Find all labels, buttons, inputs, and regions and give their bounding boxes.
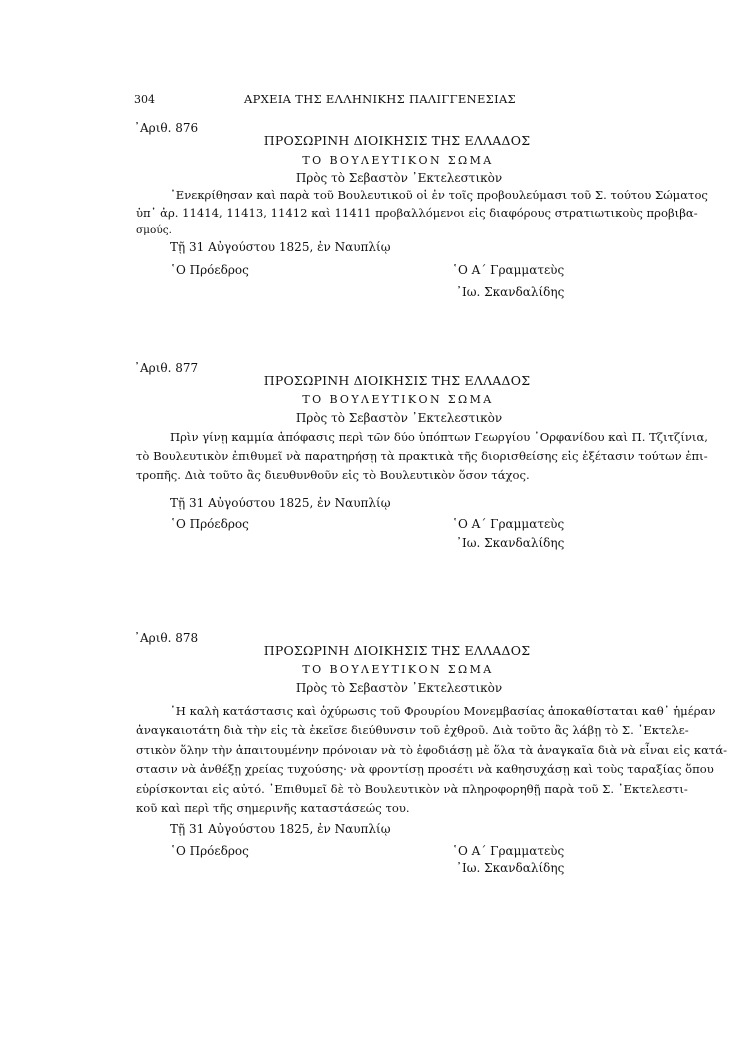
president-signature: ῾Ο Πρόεδρος — [170, 844, 249, 858]
body-line: Πρὶν γίνῃ καμμία ἀπόφασις περὶ τῶν δύο ὑπόπτων Γεωργίου ᾿Ορφανίδου καὶ Π. Τζιτζίνια, — [170, 430, 708, 444]
entry-date: Τῇ 31 Αὐγούστου 1825, ἐν Ναυπλίῳ — [170, 822, 391, 836]
entry-number: ᾿Αριθ. 878 — [134, 631, 199, 645]
entry-subtitle-text: ΤΟ ΒΟΥΛΕΥΤΙΚΟΝ ΣΩΜΑ — [302, 663, 494, 676]
entry-subtitle — [0, 154, 744, 167]
secretary-title: ῾Ο Α΄ Γραμματεὺς — [452, 263, 565, 277]
body-line: ὑπ᾿ ἀρ. 11414, 11413, 11412 καὶ 11411 προβαλλόμενοι εἰς διαφόρους στρατιωτικοὺς προβιβα- — [136, 206, 698, 220]
entry-number: ᾿Αριθ. 877 — [134, 361, 199, 375]
secretary-title: ῾Ο Α΄ Γραμματεὺς — [452, 517, 565, 531]
body-line: στασιν νὰ ἀνθέξῃ χρείας τυχούσης· νὰ φροντίσῃ προσέτι νὰ καθησυχάσῃ καὶ τοὺς ταραξίας ὅπου — [136, 762, 714, 776]
entry-date: Τῇ 31 Αὐγούστου 1825, ἐν Ναυπλίῳ — [170, 496, 391, 510]
running-header-text: ΑΡΧΕΙΑ ΤΗΣ ΕΛΛΗΝΙΚΗΣ ΠΑΛΙΓΓΕΝΕΣΙΑΣ — [244, 92, 516, 106]
secretary-name: ᾿Ιω. Σκανδαλίδης — [456, 285, 565, 299]
body-line: ῾Η καλὴ κατάστασις καὶ ὀχύρωσις τοῦ Φρουρίου Μονεμβασίας ἀποκαθίσταται καθ᾿ ἡμέραν — [170, 704, 716, 718]
page-number: 304 — [134, 93, 155, 106]
entry-address — [0, 171, 744, 185]
entry-address — [0, 411, 744, 425]
body-line: ᾿Ενεκρίθησαν καὶ παρὰ τοῦ Βουλευτικοῦ οἱ ἐν τοῖς προβουλεύμασι τοῦ Σ. τούτου Σώματος — [170, 188, 708, 202]
body-line: ἀναγκαιοτάτη διὰ τὴν εἰς τὰ ἐκεῖσε διεύθυνσιν τοῦ ἐχθροῦ. Διὰ τοῦτο ἂς λάβῃ τὸ Σ. ᾿Εκτελε- — [136, 723, 689, 737]
entry-title-text: ΠΡΟΣΩΡΙΝΗ ΔΙΟΙΚΗΣΙΣ ΤΗΣ ΕΛΛΑΔΟΣ — [263, 373, 531, 388]
entry-title — [0, 643, 744, 658]
entry-title-text: ΠΡΟΣΩΡΙΝΗ ΔΙΟΙΚΗΣΙΣ ΤΗΣ ΕΛΛΑΔΟΣ — [263, 643, 531, 658]
body-line: τὸ Βουλευτικὸν ἐπιθυμεῖ νὰ παρατηρήσῃ τὰ πρακτικὰ τῆς διορισθείσης εἰς ἐξέτασιν τούτων ἐπι- — [136, 449, 708, 463]
body-line: σμούς. — [136, 224, 172, 236]
body-line: εὑρίσκονται εἰς αὐτό. ᾿Επιθυμεῖ δὲ τὸ Βουλευτικὸν νὰ πληροφορηθῇ παρὰ τοῦ Σ. ᾿Εκτελεστι- — [136, 782, 688, 796]
entry-subtitle — [0, 393, 744, 406]
entry-number: ᾿Αριθ. 876 — [134, 121, 199, 135]
entry-title — [0, 373, 744, 388]
president-signature: ῾Ο Πρόεδρος — [170, 517, 249, 531]
president-signature: ῾Ο Πρόεδρος — [170, 263, 249, 277]
entry-address-text: Πρὸς τὸ Σεβαστὸν ᾿Εκτελεστικὸν — [295, 171, 503, 185]
running-header — [0, 92, 744, 106]
entry-subtitle-text: ΤΟ ΒΟΥΛΕΥΤΙΚΟΝ ΣΩΜΑ — [302, 393, 494, 406]
body-line: κοῦ καὶ περὶ τῆς σημερινῆς καταστάσεώς του. — [136, 801, 410, 815]
secretary-name: ᾿Ιω. Σκανδαλίδης — [456, 536, 565, 550]
entry-subtitle — [0, 663, 744, 676]
entry-address-text: Πρὸς τὸ Σεβαστὸν ᾿Εκτελεστικὸν — [295, 681, 503, 695]
entry-title-text: ΠΡΟΣΩΡΙΝΗ ΔΙΟΙΚΗΣΙΣ ΤΗΣ ΕΛΛΑΔΟΣ — [263, 133, 531, 148]
entry-address-text: Πρὸς τὸ Σεβαστὸν ᾿Εκτελεστικὸν — [295, 411, 503, 425]
entry-subtitle-text: ΤΟ ΒΟΥΛΕΥΤΙΚΟΝ ΣΩΜΑ — [302, 154, 494, 167]
secretary-title: ῾Ο Α΄ Γραμματεὺς — [452, 844, 565, 858]
entry-title — [0, 133, 744, 148]
entry-address — [0, 681, 744, 695]
body-line: τροπῆς. Διὰ τοῦτο ἂς διευθυνθοῦν εἰς τὸ Βουλευτικὸν ὅσον τάχος. — [136, 468, 530, 482]
entry-date: Τῇ 31 Αὐγούστου 1825, ἐν Ναυπλίῳ — [170, 240, 391, 254]
secretary-name: ᾿Ιω. Σκανδαλίδης — [456, 861, 565, 875]
body-line: στικὸν ὅλην τὴν ἀπαιτουμένην πρόνοιαν νὰ τὸ ἐφοδιάσῃ μὲ ὅλα τὰ ἀναγκαῖα διὰ νὰ εἶναι εἰς κατά- — [136, 743, 728, 757]
